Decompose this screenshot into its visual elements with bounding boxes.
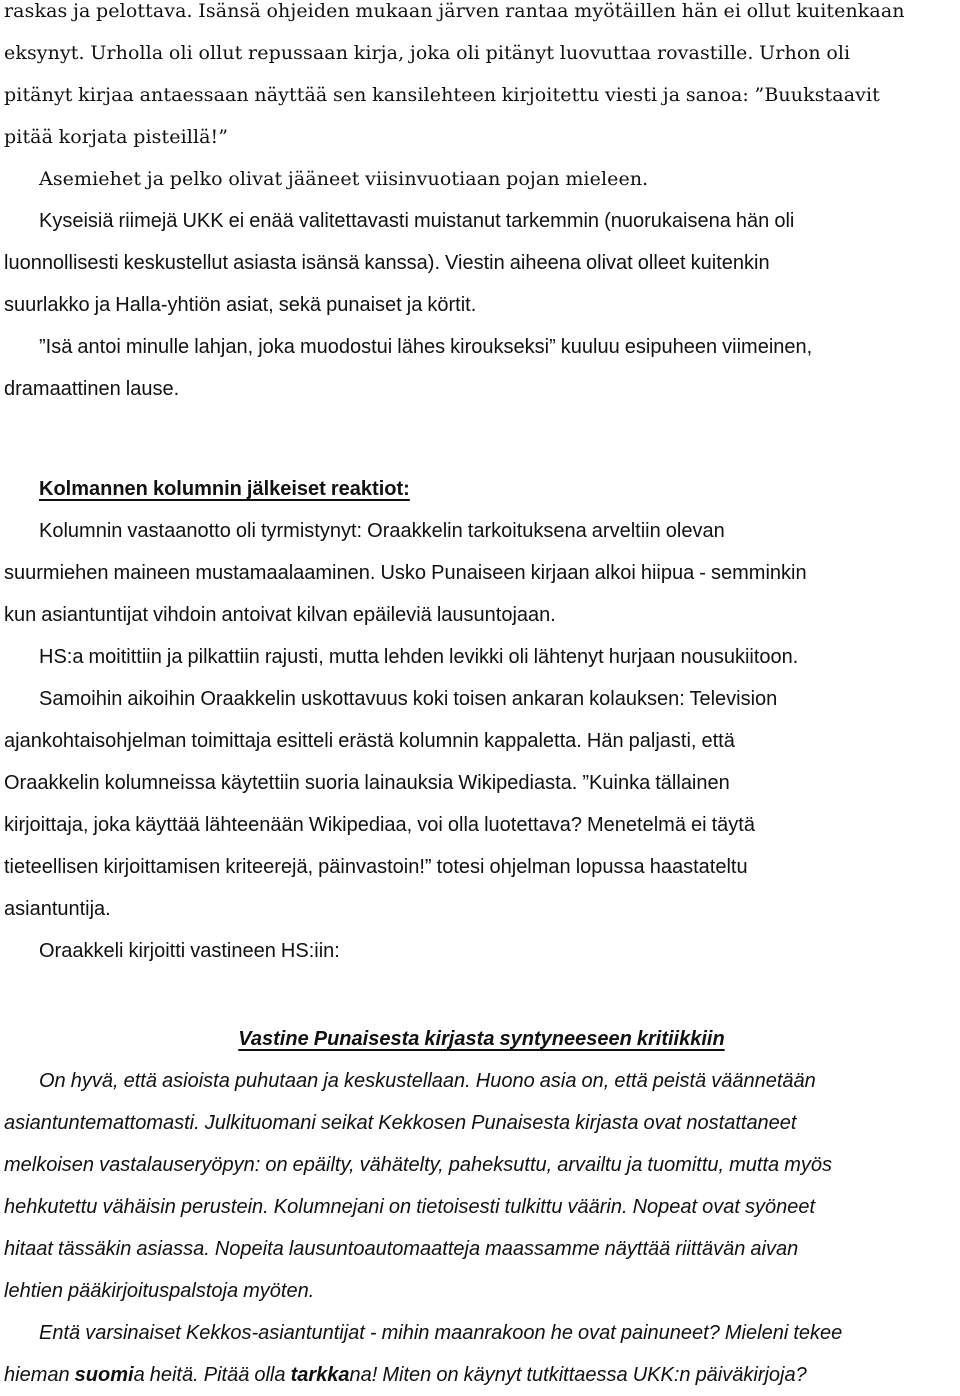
section-heading: Kolmannen kolumnin jälkeiset reaktiot: — [39, 478, 410, 500]
text-line: raskas ja pelottava. Isänsä ohjeiden mukaan järven rantaa myötäillen hän ei ollut kuitenkaan — [4, 0, 905, 22]
text-line: Entä varsinaiset Kekkos-asiantuntijat - mihin maanrakoon he ovat painuneet? Mieleni tekee — [39, 1322, 843, 1344]
text-line: asiantuntija. — [4, 898, 111, 920]
bold-fragment: tarkka — [290, 1364, 350, 1386]
text-line: Oraakkeli kirjoitti vastineen HS:iin: — [39, 940, 340, 962]
bold-fragment: suomi — [74, 1364, 134, 1386]
text-line: eksynyt. Urholla oli ollut repussaan kirja, joka oli pitänyt luovuttaa rovastille. Urhon oli — [4, 42, 851, 64]
text-line: HS:a moitittiin ja pilkattiin rajusti, mutta lehden levikki oli lähtenyt hurjaan nousukiitoon. — [39, 646, 799, 668]
section-narrative — [4, 0, 959, 410]
text-line: luonnollisesti keskustellut asiasta isänsä kanssa). Viestin aiheena olivat olleet kuitenkin — [4, 252, 770, 274]
text-line: Asemiehet ja pelko olivat jääneet viisinvuotiaan pojan mieleen. — [39, 168, 649, 190]
text-line: kirjoittaja, joka käyttää lähteenään Wikipediaa, voi olla luotettava? Menetelmä ei täytä — [4, 814, 755, 836]
text-line: suurmiehen maineen mustamaalaaminen. Usko Punaiseen kirjaan alkoi hiipua - semminkin — [4, 562, 807, 584]
text-fragment: hieman — [4, 1364, 75, 1386]
text-fragment: na! Miten on käynyt tutkittaessa UKK:n päiväkirjoja? — [349, 1364, 807, 1386]
text-line: lehtien pääkirjoituspalstoja myöten. — [4, 1280, 315, 1302]
text-line: suurlakko ja Halla-yhtiön asiat, sekä punaiset ja körtit. — [4, 294, 477, 316]
text-line: Oraakkelin kolumneissa käytettiin suoria lainauksia Wikipediasta. ”Kuinka tällainen — [4, 772, 730, 794]
last-text-line — [4, 1354, 959, 1396]
text-line: dramaattinen lause. — [4, 378, 180, 400]
text-line: Kolumnin vastaanotto oli tyrmistynyt: Oraakkelin tarkoituksena arveltiin olevan — [39, 520, 725, 542]
text-line: tieteellisen kirjoittamisen kriteerejä, päinvastoin!” totesi ohjelman lopussa haastateltu — [4, 856, 748, 878]
text-line: hitaat tässäkin asiassa. Nopeita lausuntoautomaatteja maassamme näyttää riittävän aivan — [4, 1238, 799, 1260]
text-line: melkoisen vastalauseryöpyn: on epäilty, vähätelty, paheksuttu, arvailtu ja tuomittu, mutta myös — [4, 1154, 833, 1176]
text-line: On hyvä, että asioista puhutaan ja keskustellaan. Huono asia on, että peistä väännetään — [39, 1070, 816, 1092]
section-reactions — [4, 468, 959, 972]
text-line: Samoihin aikoihin Oraakkelin uskottavuus koki toisen ankaran kolauksen: Television — [39, 688, 778, 710]
response-title: Vastine Punaisesta kirjasta syntyneeseen kritiikkiin — [238, 1028, 725, 1050]
text-line: pitää korjata pisteillä!” — [4, 126, 229, 148]
text-line: ”Isä antoi minulle lahjan, joka muodostui lähes kiroukseksi” kuuluu esipuheen viimeinen, — [39, 336, 813, 358]
text-line: kun asiantuntijat vihdoin antoivat kilvan epäileviä lausuntojaan. — [4, 604, 556, 626]
text-line: ajankohtaisohjelman toimittaja esitteli erästä kolumnin kappaletta. Hän paljasti, että — [4, 730, 735, 752]
text-line: Kyseisiä riimejä UKK ei enää valitettavasti muistanut tarkemmin (nuorukaisena hän oli — [39, 210, 795, 232]
text-line: pitänyt kirjaa antaessaan näyttää sen kansilehteen kirjoitettu viesti ja sanoa: ”Buukstaavit — [4, 84, 880, 106]
section-response — [4, 1018, 959, 1396]
text-line: hehkutettu vähäisin perustein. Kolumnejani on tietoisesti tulkittu väärin. Nopeat ovat syöneet — [4, 1196, 816, 1218]
text-fragment: a heitä. Pitää olla — [133, 1364, 291, 1386]
text-line: asiantuntemattomasti. Julkituomani seikat Kekkosen Punaisesta kirjasta ovat nostattaneet — [4, 1112, 797, 1134]
